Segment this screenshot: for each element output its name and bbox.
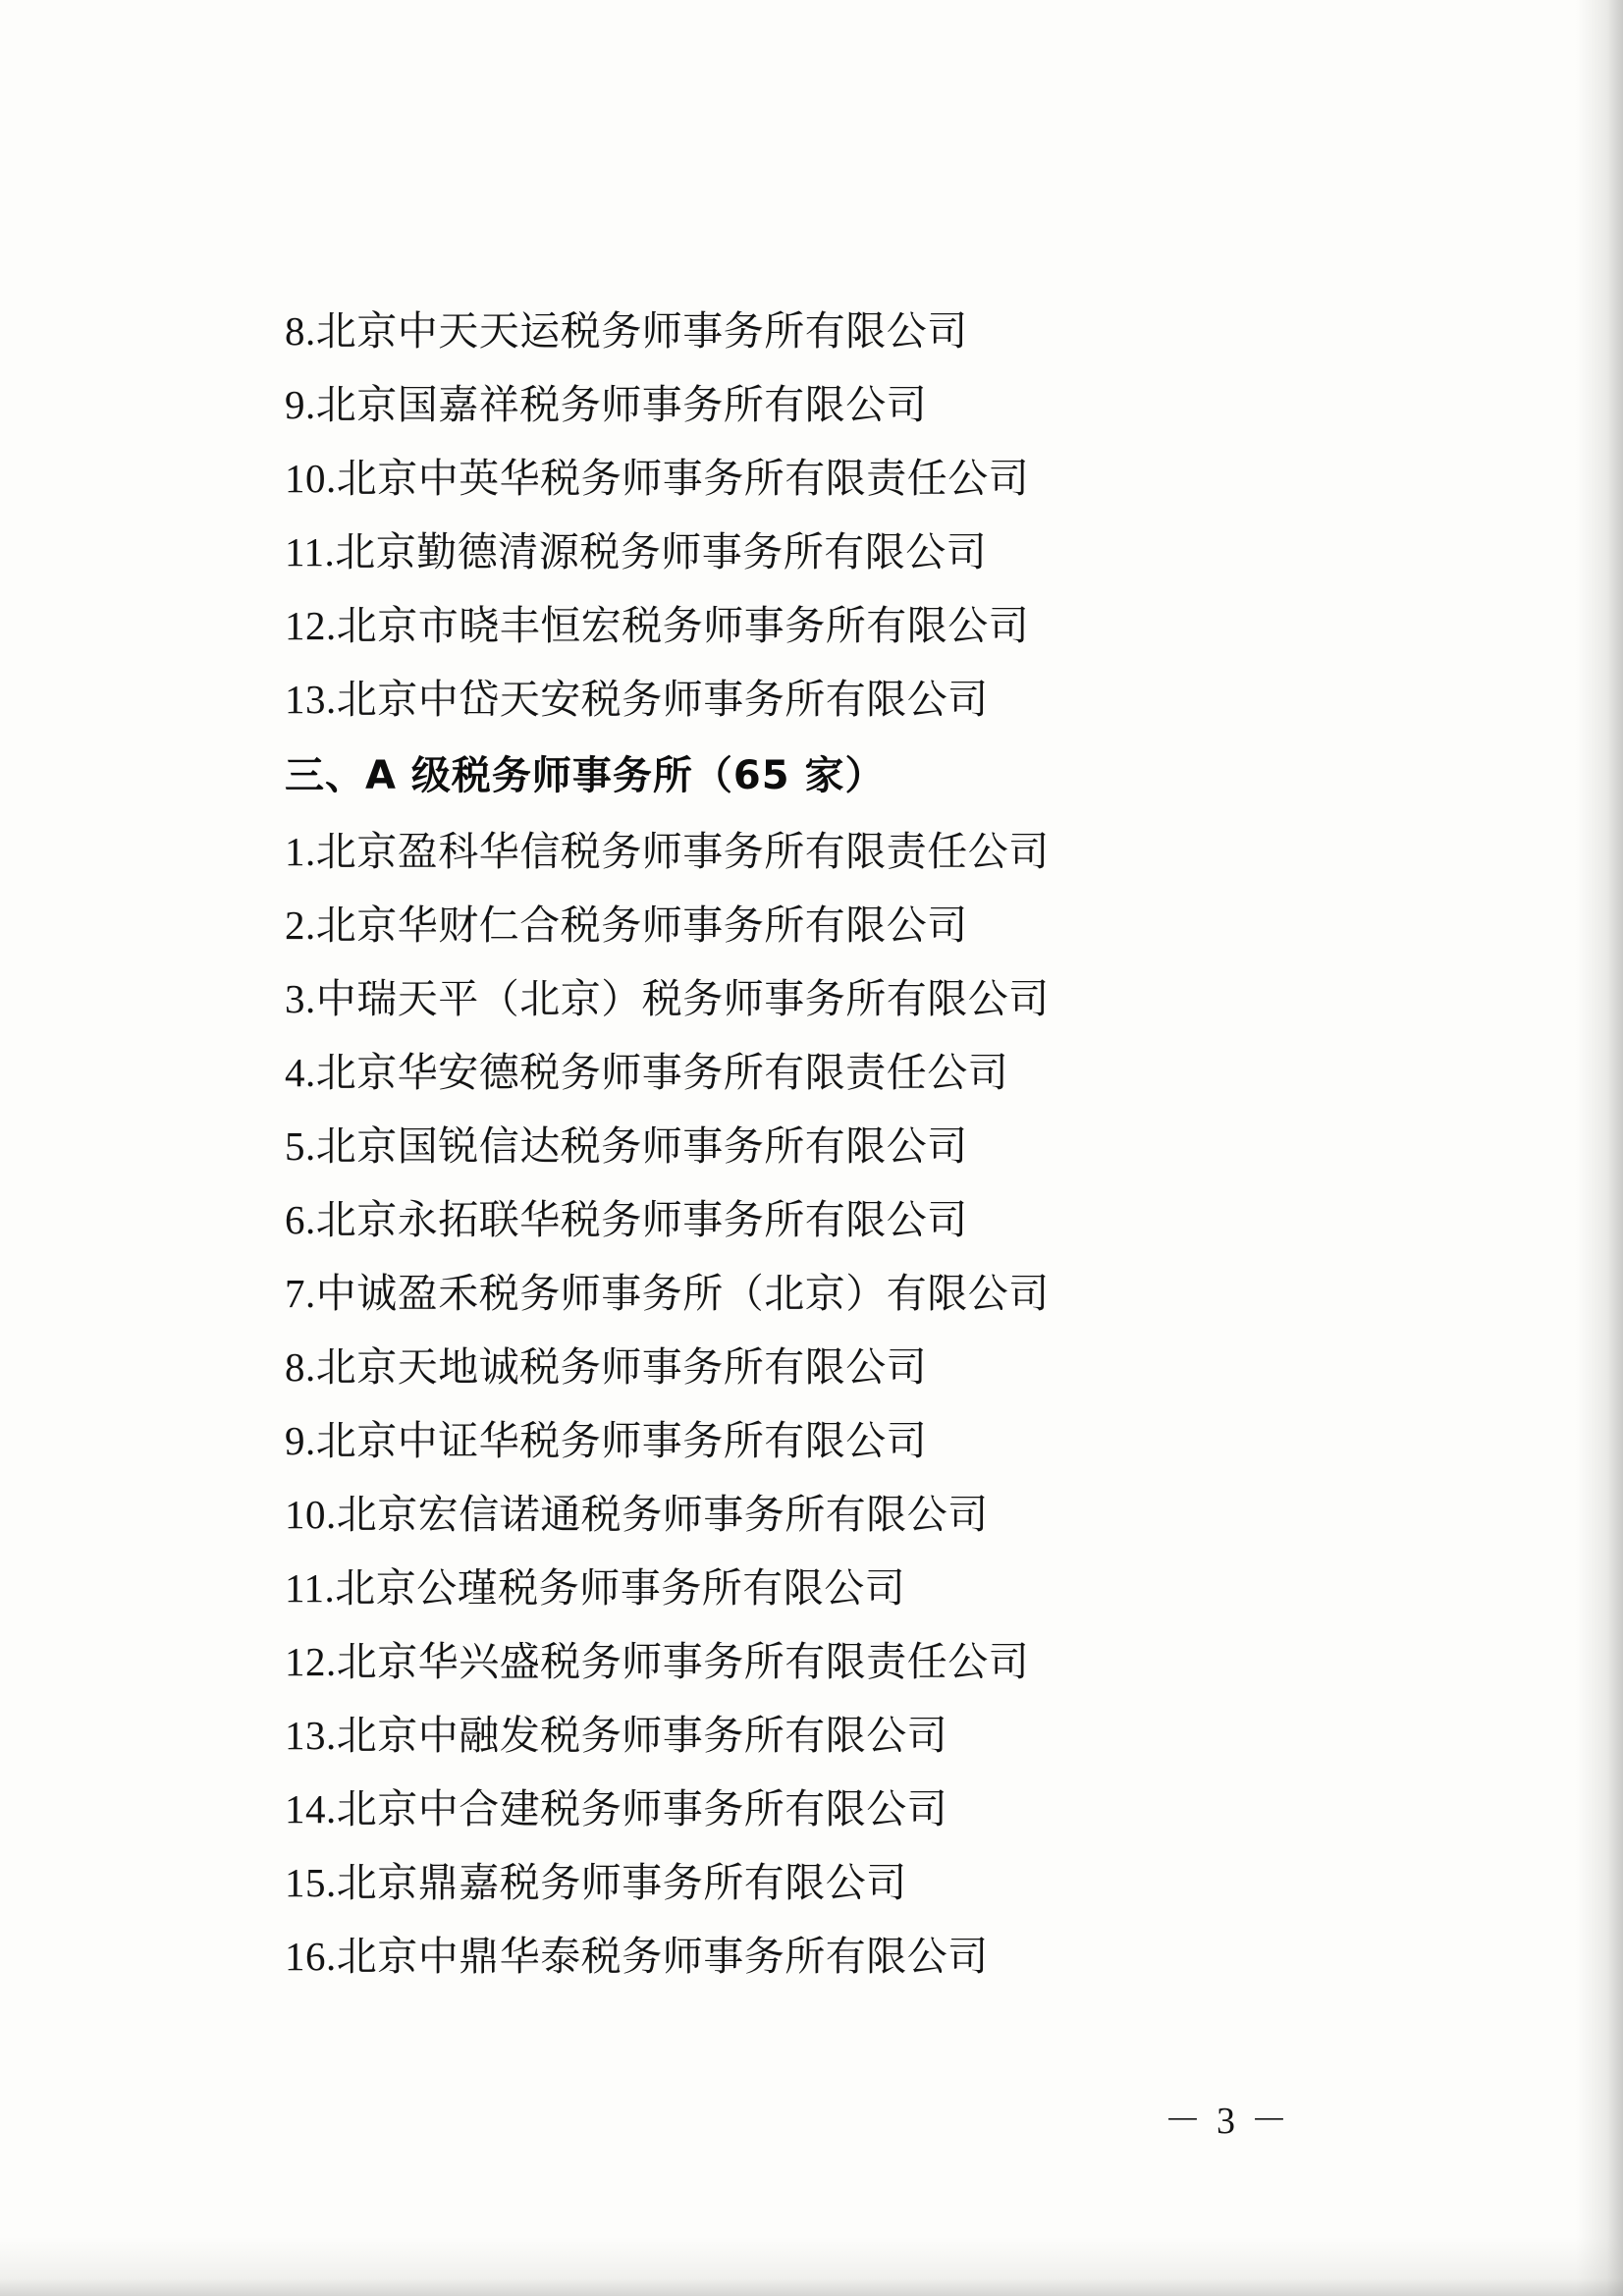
list-item: 8.北京中天天运税务师事务所有限公司 xyxy=(285,308,968,354)
list-item: 5.北京国锐信达税务师事务所有限公司 xyxy=(285,1123,968,1169)
list-item: 3.中瑞天平（北京）税务师事务所有限公司 xyxy=(285,976,1050,1021)
scan-edge-shadow-bottom xyxy=(0,2237,1623,2296)
list-item: 11.北京勤德清源税务师事务所有限公司 xyxy=(285,529,988,574)
list-item: 10.北京宏信诺通税务师事务所有限公司 xyxy=(285,1492,989,1537)
list-item: 10.北京中英华税务师事务所有限责任公司 xyxy=(285,456,1030,501)
list-item: 7.中诚盈禾税务师事务所（北京）有限公司 xyxy=(285,1271,1050,1316)
list-item: 13.北京中岱天安税务师事务所有限公司 xyxy=(285,677,989,722)
list-item: 4.北京华安德税务师事务所有限责任公司 xyxy=(285,1050,1009,1095)
list-item: 12.北京市晓丰恒宏税务师事务所有限公司 xyxy=(285,603,1030,648)
list-item: 1.北京盈科华信税务师事务所有限责任公司 xyxy=(285,829,1050,874)
list-item: 13.北京中融发税务师事务所有限公司 xyxy=(285,1713,948,1758)
list-item: 11.北京公瑾税务师事务所有限公司 xyxy=(285,1565,906,1611)
list-item: 14.北京中合建税务师事务所有限公司 xyxy=(285,1786,948,1831)
list-item: 9.北京国嘉祥税务师事务所有限公司 xyxy=(285,382,928,427)
page-content xyxy=(285,295,1384,1994)
list-item: 12.北京华兴盛税务师事务所有限责任公司 xyxy=(285,1639,1030,1684)
list-item: 8.北京天地诚税务师事务所有限公司 xyxy=(285,1344,928,1390)
scan-edge-shadow xyxy=(1576,0,1623,2296)
list-item: 2.北京华财仁合税务师事务所有限公司 xyxy=(285,902,968,948)
section-heading: 三、A 级税务师事务所（65 家） xyxy=(285,753,886,798)
list-item: 6.北京永拓联华税务师事务所有限公司 xyxy=(285,1197,968,1242)
list-item: 16.北京中鼎华泰税务师事务所有限公司 xyxy=(285,1934,989,1979)
list-item: 9.北京中证华税务师事务所有限公司 xyxy=(285,1418,928,1463)
list-item: 15.北京鼎嘉税务师事务所有限公司 xyxy=(285,1860,907,1905)
page-number: － 3 － xyxy=(1163,2101,1291,2142)
